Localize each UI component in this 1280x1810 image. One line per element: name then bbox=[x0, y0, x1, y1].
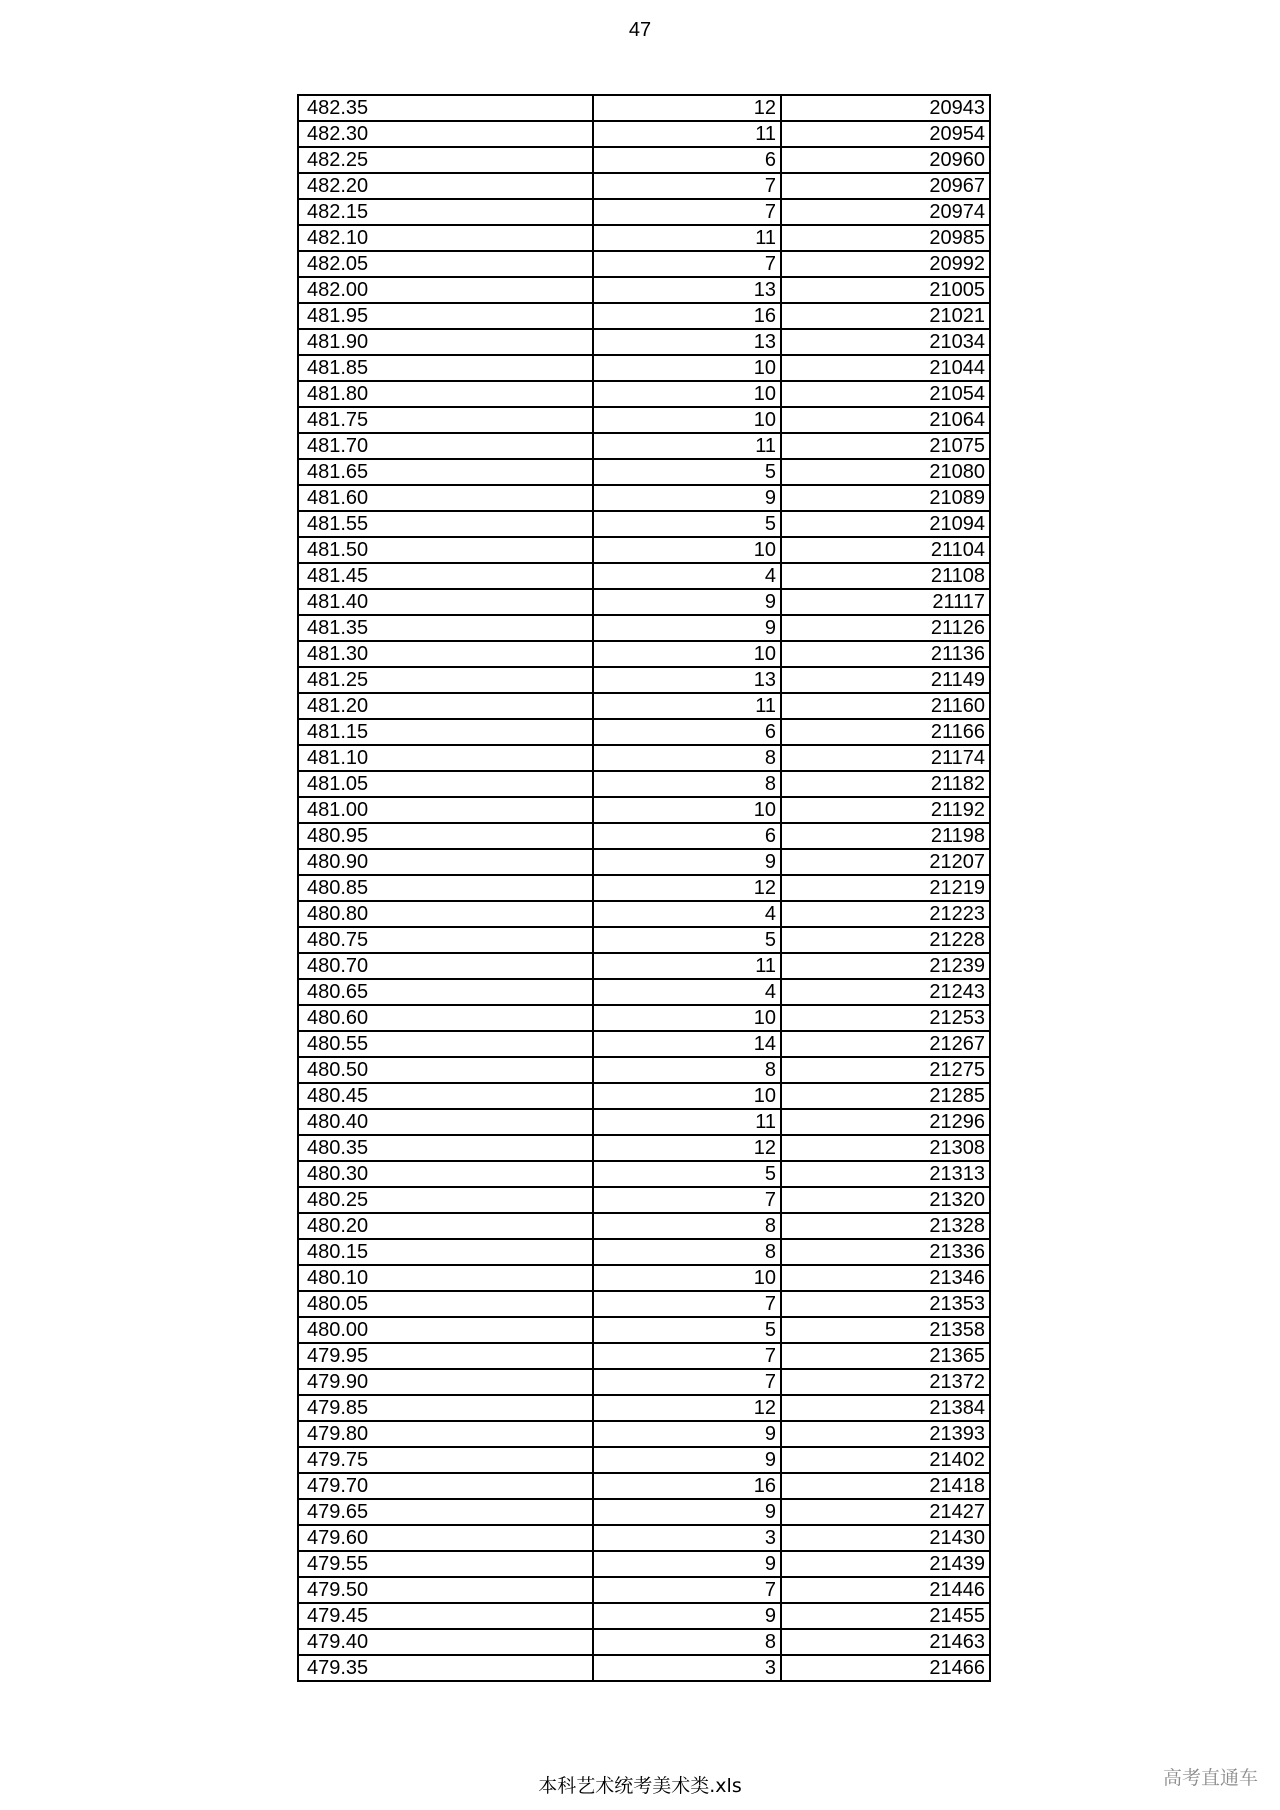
score-cell: 482.20 bbox=[298, 173, 593, 199]
table-row bbox=[298, 1655, 990, 1681]
score-cell: 480.20 bbox=[298, 1213, 593, 1239]
table-row bbox=[298, 1603, 990, 1629]
cumulative-cell: 21243 bbox=[781, 979, 990, 1005]
score-cell: 479.50 bbox=[298, 1577, 593, 1603]
count-cell: 9 bbox=[593, 1551, 781, 1577]
cumulative-cell: 21219 bbox=[781, 875, 990, 901]
count-cell: 7 bbox=[593, 1369, 781, 1395]
table-row bbox=[298, 277, 990, 303]
table-row bbox=[298, 225, 990, 251]
table-row bbox=[298, 901, 990, 927]
table-row bbox=[298, 147, 990, 173]
score-cell: 481.70 bbox=[298, 433, 593, 459]
table-row bbox=[298, 667, 990, 693]
cumulative-cell: 21198 bbox=[781, 823, 990, 849]
count-cell: 10 bbox=[593, 381, 781, 407]
cumulative-cell: 21075 bbox=[781, 433, 990, 459]
cumulative-cell: 21223 bbox=[781, 901, 990, 927]
score-cell: 480.00 bbox=[298, 1317, 593, 1343]
score-cell: 479.90 bbox=[298, 1369, 593, 1395]
count-cell: 3 bbox=[593, 1525, 781, 1551]
count-cell: 12 bbox=[593, 875, 781, 901]
table-row bbox=[298, 95, 990, 121]
cumulative-cell: 21149 bbox=[781, 667, 990, 693]
count-cell: 8 bbox=[593, 745, 781, 771]
cumulative-cell: 21402 bbox=[781, 1447, 990, 1473]
cumulative-cell: 21054 bbox=[781, 381, 990, 407]
score-cell: 481.65 bbox=[298, 459, 593, 485]
table-row bbox=[298, 563, 990, 589]
score-cell: 481.40 bbox=[298, 589, 593, 615]
table-row bbox=[298, 797, 990, 823]
count-cell: 8 bbox=[593, 1239, 781, 1265]
cumulative-cell: 21418 bbox=[781, 1473, 990, 1499]
count-cell: 5 bbox=[593, 1317, 781, 1343]
cumulative-cell: 21328 bbox=[781, 1213, 990, 1239]
count-cell: 6 bbox=[593, 719, 781, 745]
score-cell: 481.35 bbox=[298, 615, 593, 641]
count-cell: 10 bbox=[593, 537, 781, 563]
table-row bbox=[298, 1005, 990, 1031]
count-cell: 13 bbox=[593, 277, 781, 303]
table-row bbox=[298, 173, 990, 199]
score-cell: 480.95 bbox=[298, 823, 593, 849]
count-cell: 9 bbox=[593, 589, 781, 615]
cumulative-cell: 21089 bbox=[781, 485, 990, 511]
score-cell: 480.75 bbox=[298, 927, 593, 953]
count-cell: 9 bbox=[593, 1421, 781, 1447]
score-cell: 479.35 bbox=[298, 1655, 593, 1681]
count-cell: 11 bbox=[593, 121, 781, 147]
cumulative-cell: 21308 bbox=[781, 1135, 990, 1161]
cumulative-cell: 21267 bbox=[781, 1031, 990, 1057]
score-cell: 480.15 bbox=[298, 1239, 593, 1265]
table-row bbox=[298, 1473, 990, 1499]
cumulative-cell: 21439 bbox=[781, 1551, 990, 1577]
count-cell: 7 bbox=[593, 1291, 781, 1317]
cumulative-cell: 21320 bbox=[781, 1187, 990, 1213]
count-cell: 13 bbox=[593, 667, 781, 693]
score-cell: 481.90 bbox=[298, 329, 593, 355]
cumulative-cell: 21358 bbox=[781, 1317, 990, 1343]
count-cell: 9 bbox=[593, 1447, 781, 1473]
score-cell: 482.10 bbox=[298, 225, 593, 251]
score-cell: 480.70 bbox=[298, 953, 593, 979]
table-row bbox=[298, 1031, 990, 1057]
count-cell: 10 bbox=[593, 355, 781, 381]
table-row bbox=[298, 823, 990, 849]
cumulative-cell: 21466 bbox=[781, 1655, 990, 1681]
count-cell: 11 bbox=[593, 225, 781, 251]
score-cell: 479.85 bbox=[298, 1395, 593, 1421]
count-cell: 5 bbox=[593, 511, 781, 537]
score-cell: 482.35 bbox=[298, 95, 593, 121]
table-row bbox=[298, 1187, 990, 1213]
cumulative-cell: 21064 bbox=[781, 407, 990, 433]
cumulative-cell: 21446 bbox=[781, 1577, 990, 1603]
table-row bbox=[298, 693, 990, 719]
table-row bbox=[298, 1265, 990, 1291]
cumulative-cell: 20954 bbox=[781, 121, 990, 147]
count-cell: 8 bbox=[593, 1213, 781, 1239]
count-cell: 7 bbox=[593, 1343, 781, 1369]
table-row bbox=[298, 251, 990, 277]
count-cell: 16 bbox=[593, 1473, 781, 1499]
score-cell: 480.85 bbox=[298, 875, 593, 901]
count-cell: 7 bbox=[593, 1187, 781, 1213]
count-cell: 10 bbox=[593, 1005, 781, 1031]
count-cell: 12 bbox=[593, 1135, 781, 1161]
cumulative-cell: 21108 bbox=[781, 563, 990, 589]
score-cell: 480.45 bbox=[298, 1083, 593, 1109]
table-row bbox=[298, 1135, 990, 1161]
score-cell: 481.05 bbox=[298, 771, 593, 797]
score-cell: 481.85 bbox=[298, 355, 593, 381]
score-cell: 482.05 bbox=[298, 251, 593, 277]
count-cell: 9 bbox=[593, 485, 781, 511]
cumulative-cell: 21313 bbox=[781, 1161, 990, 1187]
table-row bbox=[298, 745, 990, 771]
table-row bbox=[298, 1057, 990, 1083]
cumulative-cell: 21296 bbox=[781, 1109, 990, 1135]
score-table bbox=[297, 94, 991, 1682]
count-cell: 5 bbox=[593, 459, 781, 485]
count-cell: 13 bbox=[593, 329, 781, 355]
count-cell: 8 bbox=[593, 1629, 781, 1655]
table-row bbox=[298, 1421, 990, 1447]
score-cell: 479.75 bbox=[298, 1447, 593, 1473]
table-row bbox=[298, 927, 990, 953]
table-row bbox=[298, 1499, 990, 1525]
score-cell: 480.30 bbox=[298, 1161, 593, 1187]
cumulative-cell: 21207 bbox=[781, 849, 990, 875]
table-row bbox=[298, 485, 990, 511]
score-cell: 481.95 bbox=[298, 303, 593, 329]
count-cell: 10 bbox=[593, 407, 781, 433]
score-cell: 480.40 bbox=[298, 1109, 593, 1135]
score-cell: 480.50 bbox=[298, 1057, 593, 1083]
table-row bbox=[298, 1525, 990, 1551]
cumulative-cell: 21126 bbox=[781, 615, 990, 641]
count-cell: 7 bbox=[593, 199, 781, 225]
score-cell: 480.25 bbox=[298, 1187, 593, 1213]
score-cell: 480.90 bbox=[298, 849, 593, 875]
cumulative-cell: 21104 bbox=[781, 537, 990, 563]
cumulative-cell: 20992 bbox=[781, 251, 990, 277]
page-number: 47 bbox=[628, 19, 652, 41]
score-cell: 480.65 bbox=[298, 979, 593, 1005]
count-cell: 6 bbox=[593, 823, 781, 849]
cumulative-cell: 20967 bbox=[781, 173, 990, 199]
score-cell: 480.10 bbox=[298, 1265, 593, 1291]
count-cell: 9 bbox=[593, 849, 781, 875]
table-row bbox=[298, 1343, 990, 1369]
cumulative-cell: 21393 bbox=[781, 1421, 990, 1447]
score-cell: 479.60 bbox=[298, 1525, 593, 1551]
watermark-text: 高考直通车 bbox=[1162, 1767, 1258, 1789]
count-cell: 7 bbox=[593, 1577, 781, 1603]
count-cell: 10 bbox=[593, 641, 781, 667]
count-cell: 5 bbox=[593, 927, 781, 953]
table-row bbox=[298, 1629, 990, 1655]
table-row bbox=[298, 1395, 990, 1421]
score-cell: 479.80 bbox=[298, 1421, 593, 1447]
score-cell: 481.60 bbox=[298, 485, 593, 511]
count-cell: 11 bbox=[593, 433, 781, 459]
count-cell: 9 bbox=[593, 615, 781, 641]
cumulative-cell: 21117 bbox=[781, 589, 990, 615]
table-row bbox=[298, 355, 990, 381]
count-cell: 5 bbox=[593, 1161, 781, 1187]
cumulative-cell: 21182 bbox=[781, 771, 990, 797]
count-cell: 11 bbox=[593, 693, 781, 719]
table-row bbox=[298, 1317, 990, 1343]
table-row bbox=[298, 329, 990, 355]
cumulative-cell: 21384 bbox=[781, 1395, 990, 1421]
score-cell: 481.75 bbox=[298, 407, 593, 433]
footer-filename: 本科艺术统考美术类.xls bbox=[538, 1775, 742, 1797]
score-cell: 481.50 bbox=[298, 537, 593, 563]
cumulative-cell: 21136 bbox=[781, 641, 990, 667]
count-cell: 9 bbox=[593, 1603, 781, 1629]
count-cell: 4 bbox=[593, 979, 781, 1005]
table-row bbox=[298, 1109, 990, 1135]
cumulative-cell: 21427 bbox=[781, 1499, 990, 1525]
table-row bbox=[298, 1551, 990, 1577]
table-row bbox=[298, 1447, 990, 1473]
table-row bbox=[298, 1213, 990, 1239]
score-cell: 481.00 bbox=[298, 797, 593, 823]
cumulative-cell: 21192 bbox=[781, 797, 990, 823]
table-row bbox=[298, 459, 990, 485]
cumulative-cell: 21455 bbox=[781, 1603, 990, 1629]
table-row bbox=[298, 1239, 990, 1265]
score-cell: 480.55 bbox=[298, 1031, 593, 1057]
score-cell: 481.15 bbox=[298, 719, 593, 745]
table-row bbox=[298, 615, 990, 641]
table-row bbox=[298, 1291, 990, 1317]
table-row bbox=[298, 407, 990, 433]
table-row bbox=[298, 537, 990, 563]
count-cell: 10 bbox=[593, 1083, 781, 1109]
cumulative-cell: 21285 bbox=[781, 1083, 990, 1109]
table-row bbox=[298, 719, 990, 745]
table-row bbox=[298, 1577, 990, 1603]
cumulative-cell: 21034 bbox=[781, 329, 990, 355]
table-row bbox=[298, 953, 990, 979]
count-cell: 11 bbox=[593, 1109, 781, 1135]
score-cell: 481.55 bbox=[298, 511, 593, 537]
table-row bbox=[298, 875, 990, 901]
cumulative-cell: 20974 bbox=[781, 199, 990, 225]
score-cell: 481.30 bbox=[298, 641, 593, 667]
count-cell: 3 bbox=[593, 1655, 781, 1681]
count-cell: 11 bbox=[593, 953, 781, 979]
score-cell: 481.25 bbox=[298, 667, 593, 693]
count-cell: 7 bbox=[593, 173, 781, 199]
cumulative-cell: 21228 bbox=[781, 927, 990, 953]
table-row bbox=[298, 979, 990, 1005]
cumulative-cell: 20960 bbox=[781, 147, 990, 173]
cumulative-cell: 21094 bbox=[781, 511, 990, 537]
table-row bbox=[298, 433, 990, 459]
table-row bbox=[298, 589, 990, 615]
score-cell: 481.80 bbox=[298, 381, 593, 407]
score-cell: 481.10 bbox=[298, 745, 593, 771]
cumulative-cell: 21365 bbox=[781, 1343, 990, 1369]
table-row bbox=[298, 511, 990, 537]
score-cell: 482.15 bbox=[298, 199, 593, 225]
count-cell: 8 bbox=[593, 771, 781, 797]
cumulative-cell: 20943 bbox=[781, 95, 990, 121]
score-cell: 479.65 bbox=[298, 1499, 593, 1525]
cumulative-cell: 21166 bbox=[781, 719, 990, 745]
count-cell: 6 bbox=[593, 147, 781, 173]
table-row bbox=[298, 199, 990, 225]
count-cell: 12 bbox=[593, 1395, 781, 1421]
count-cell: 12 bbox=[593, 95, 781, 121]
cumulative-cell: 21353 bbox=[781, 1291, 990, 1317]
cumulative-cell: 21372 bbox=[781, 1369, 990, 1395]
cumulative-cell: 21239 bbox=[781, 953, 990, 979]
table-row bbox=[298, 121, 990, 147]
cumulative-cell: 21336 bbox=[781, 1239, 990, 1265]
count-cell: 14 bbox=[593, 1031, 781, 1057]
score-cell: 482.00 bbox=[298, 277, 593, 303]
table-row bbox=[298, 641, 990, 667]
cumulative-cell: 21463 bbox=[781, 1629, 990, 1655]
cumulative-cell: 21174 bbox=[781, 745, 990, 771]
table-row bbox=[298, 303, 990, 329]
score-cell: 481.45 bbox=[298, 563, 593, 589]
count-cell: 7 bbox=[593, 251, 781, 277]
cumulative-cell: 21346 bbox=[781, 1265, 990, 1291]
table-row bbox=[298, 1369, 990, 1395]
cumulative-cell: 21080 bbox=[781, 459, 990, 485]
table-row bbox=[298, 381, 990, 407]
count-cell: 8 bbox=[593, 1057, 781, 1083]
score-cell: 482.25 bbox=[298, 147, 593, 173]
cumulative-cell: 20985 bbox=[781, 225, 990, 251]
count-cell: 10 bbox=[593, 1265, 781, 1291]
score-cell: 480.80 bbox=[298, 901, 593, 927]
cumulative-cell: 21430 bbox=[781, 1525, 990, 1551]
count-cell: 10 bbox=[593, 797, 781, 823]
score-cell: 479.45 bbox=[298, 1603, 593, 1629]
score-cell: 480.60 bbox=[298, 1005, 593, 1031]
score-table-body bbox=[298, 95, 990, 1681]
count-cell: 16 bbox=[593, 303, 781, 329]
score-cell: 479.55 bbox=[298, 1551, 593, 1577]
score-cell: 480.35 bbox=[298, 1135, 593, 1161]
score-cell: 479.40 bbox=[298, 1629, 593, 1655]
cumulative-cell: 21160 bbox=[781, 693, 990, 719]
table-row bbox=[298, 1083, 990, 1109]
score-cell: 479.70 bbox=[298, 1473, 593, 1499]
score-cell: 481.20 bbox=[298, 693, 593, 719]
cumulative-cell: 21021 bbox=[781, 303, 990, 329]
score-cell: 482.30 bbox=[298, 121, 593, 147]
table-row bbox=[298, 771, 990, 797]
cumulative-cell: 21005 bbox=[781, 277, 990, 303]
count-cell: 9 bbox=[593, 1499, 781, 1525]
score-cell: 480.05 bbox=[298, 1291, 593, 1317]
score-cell: 479.95 bbox=[298, 1343, 593, 1369]
cumulative-cell: 21275 bbox=[781, 1057, 990, 1083]
cumulative-cell: 21044 bbox=[781, 355, 990, 381]
count-cell: 4 bbox=[593, 901, 781, 927]
table-row bbox=[298, 849, 990, 875]
table-row bbox=[298, 1161, 990, 1187]
count-cell: 4 bbox=[593, 563, 781, 589]
cumulative-cell: 21253 bbox=[781, 1005, 990, 1031]
